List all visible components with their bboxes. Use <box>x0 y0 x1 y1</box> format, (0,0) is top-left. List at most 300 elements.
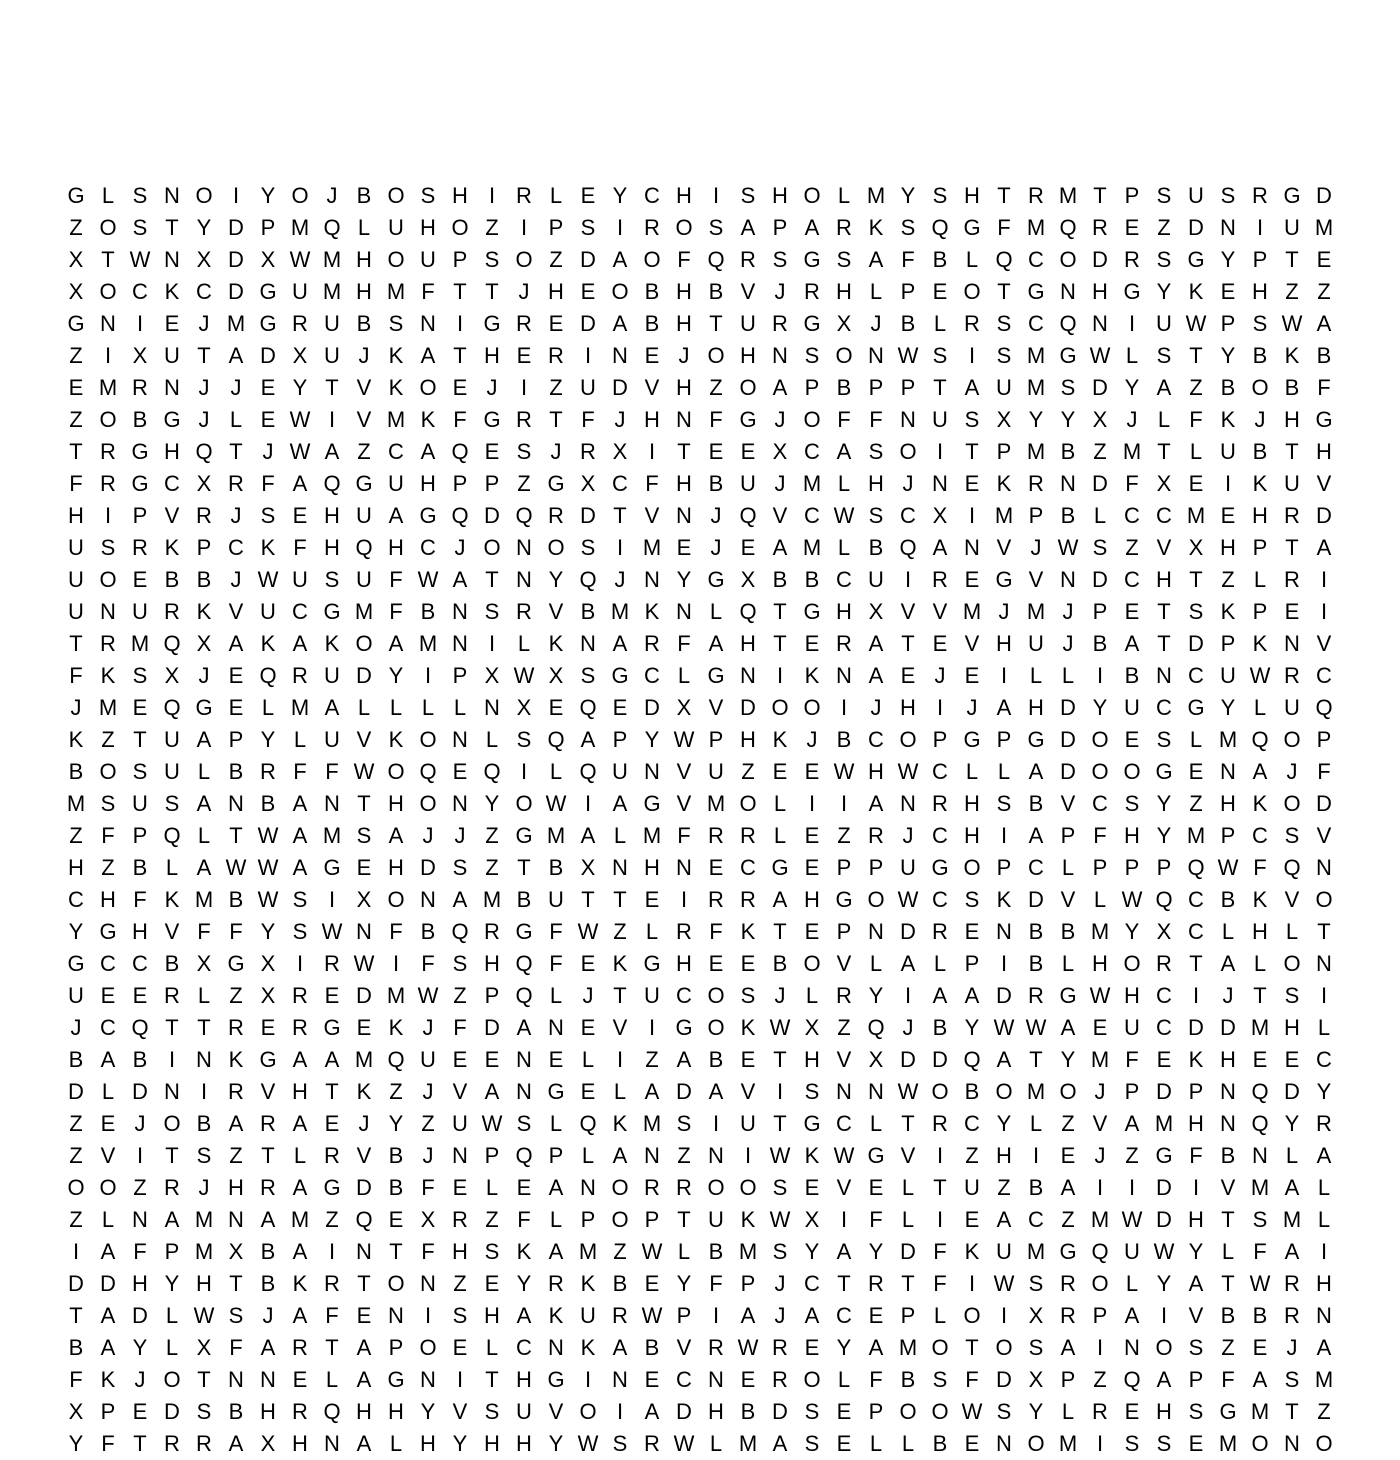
letter-cell[interactable]: L <box>1061 951 1075 976</box>
letter-cell[interactable]: I <box>968 503 976 528</box>
letter-cell[interactable]: K <box>804 1143 820 1168</box>
letter-cell[interactable]: P <box>964 951 980 976</box>
letter-cell[interactable]: D <box>228 279 244 304</box>
letter-cell[interactable]: V <box>1316 471 1332 496</box>
letter-cell[interactable]: K <box>580 1271 596 1296</box>
letter-cell[interactable]: X <box>164 663 180 688</box>
letter-cell[interactable]: H <box>420 1431 436 1456</box>
letter-cell[interactable]: A <box>644 1079 660 1104</box>
letter-cell[interactable]: E <box>612 695 628 720</box>
letter-cell[interactable]: C <box>804 1271 820 1296</box>
letter-cell[interactable]: M <box>386 407 406 432</box>
letter-cell[interactable]: L <box>1221 1239 1235 1264</box>
letter-cell[interactable]: I <box>424 1303 432 1328</box>
letter-cell[interactable]: I <box>936 1207 944 1232</box>
letter-cell[interactable]: H <box>1220 535 1236 560</box>
letter-cell[interactable]: I <box>712 183 720 208</box>
letter-cell[interactable]: K <box>1188 279 1204 304</box>
letter-cell[interactable]: I <box>296 951 304 976</box>
letter-cell[interactable]: A <box>292 631 308 656</box>
letter-cell[interactable]: I <box>712 1303 720 1328</box>
letter-cell[interactable]: O <box>419 1335 437 1360</box>
letter-cell[interactable]: T <box>165 1143 179 1168</box>
letter-cell[interactable]: N <box>516 535 532 560</box>
letter-cell[interactable]: E <box>260 407 276 432</box>
letter-cell[interactable]: A <box>452 887 468 912</box>
letter-cell[interactable]: F <box>997 215 1011 240</box>
letter-cell[interactable]: F <box>389 567 403 592</box>
letter-cell[interactable]: M <box>1026 1239 1046 1264</box>
letter-cell[interactable]: J <box>774 407 786 432</box>
letter-cell[interactable]: C <box>868 727 884 752</box>
letter-cell[interactable]: Z <box>1157 215 1171 240</box>
letter-cell[interactable]: N <box>1252 1143 1268 1168</box>
letter-cell[interactable]: F <box>901 247 915 272</box>
letter-cell[interactable]: H <box>388 1399 404 1424</box>
letter-cell[interactable]: Z <box>837 823 851 848</box>
letter-cell[interactable]: D <box>1220 1015 1236 1040</box>
letter-cell[interactable]: U <box>388 215 404 240</box>
letter-cell[interactable]: N <box>516 1047 532 1072</box>
letter-cell[interactable]: G <box>515 823 533 848</box>
letter-cell[interactable]: S <box>964 887 980 912</box>
letter-cell[interactable]: W <box>321 919 343 944</box>
letter-cell[interactable]: O <box>1155 1335 1173 1360</box>
letter-cell[interactable]: O <box>739 791 757 816</box>
letter-cell[interactable]: K <box>516 1239 532 1264</box>
letter-cell[interactable]: A <box>292 823 308 848</box>
letter-cell[interactable]: T <box>773 631 787 656</box>
letter-cell[interactable]: X <box>1156 471 1172 496</box>
letter-cell[interactable]: I <box>392 951 400 976</box>
letter-cell[interactable]: L <box>1061 1399 1075 1424</box>
letter-cell[interactable]: G <box>643 791 661 816</box>
letter-cell[interactable]: L <box>581 1047 595 1072</box>
letter-cell[interactable]: J <box>198 407 210 432</box>
letter-cell[interactable]: J <box>422 1143 434 1168</box>
letter-cell[interactable]: V <box>356 407 372 432</box>
letter-cell[interactable]: X <box>612 439 628 464</box>
letter-cell[interactable]: B <box>1252 439 1268 464</box>
letter-cell[interactable]: H <box>100 887 116 912</box>
letter-cell[interactable]: C <box>1156 1015 1172 1040</box>
letter-cell[interactable]: H <box>1124 983 1140 1008</box>
letter-cell[interactable]: P <box>1060 1367 1076 1392</box>
letter-cell[interactable]: P <box>580 1207 596 1232</box>
letter-cell[interactable]: F <box>389 919 403 944</box>
letter-cell[interactable]: B <box>612 1271 628 1296</box>
letter-cell[interactable]: H <box>1284 407 1300 432</box>
letter-cell[interactable]: R <box>612 1303 628 1328</box>
letter-cell[interactable]: G <box>67 951 85 976</box>
letter-cell[interactable]: S <box>1156 727 1172 752</box>
letter-cell[interactable]: Z <box>613 1239 627 1264</box>
letter-cell[interactable]: M <box>98 375 118 400</box>
letter-cell[interactable]: H <box>1188 1207 1204 1232</box>
letter-cell[interactable]: M <box>1026 599 1046 624</box>
letter-cell[interactable]: S <box>1220 183 1236 208</box>
letter-cell[interactable]: B <box>260 1239 276 1264</box>
letter-cell[interactable]: F <box>1317 759 1331 784</box>
letter-cell[interactable]: A <box>324 695 340 720</box>
letter-cell[interactable]: Z <box>389 1079 403 1104</box>
letter-cell[interactable]: D <box>900 1047 916 1072</box>
letter-cell[interactable]: T <box>485 279 499 304</box>
letter-cell[interactable]: K <box>388 1015 404 1040</box>
letter-cell[interactable]: L <box>933 951 947 976</box>
letter-cell[interactable]: A <box>1060 1175 1076 1200</box>
letter-cell[interactable]: S <box>484 599 500 624</box>
letter-cell[interactable]: E <box>1124 1399 1140 1424</box>
letter-cell[interactable]: G <box>739 407 757 432</box>
letter-cell[interactable]: H <box>484 343 500 368</box>
letter-cell[interactable]: A <box>772 1431 788 1456</box>
letter-cell[interactable]: M <box>290 695 310 720</box>
letter-cell[interactable]: P <box>228 727 244 752</box>
letter-cell[interactable]: F <box>869 1367 883 1392</box>
letter-cell[interactable]: I <box>1096 1335 1104 1360</box>
letter-cell[interactable]: H <box>388 791 404 816</box>
letter-cell[interactable]: J <box>1286 1335 1298 1360</box>
letter-cell[interactable]: C <box>836 1111 852 1136</box>
letter-cell[interactable]: G <box>227 951 245 976</box>
letter-cell[interactable]: W <box>641 1303 663 1328</box>
letter-cell[interactable]: R <box>932 1111 948 1136</box>
letter-cell[interactable]: A <box>708 631 724 656</box>
letter-cell[interactable]: L <box>709 599 723 624</box>
letter-cell[interactable]: Z <box>1061 1111 1075 1136</box>
letter-cell[interactable]: H <box>804 1047 820 1072</box>
letter-cell[interactable]: E <box>548 1047 564 1072</box>
letter-cell[interactable]: K <box>740 919 756 944</box>
letter-cell[interactable]: E <box>516 343 532 368</box>
letter-cell[interactable]: B <box>1220 1303 1236 1328</box>
letter-cell[interactable]: K <box>548 1303 564 1328</box>
letter-cell[interactable]: P <box>1028 503 1044 528</box>
letter-cell[interactable]: G <box>963 215 981 240</box>
letter-cell[interactable]: I <box>968 1271 976 1296</box>
letter-cell[interactable]: E <box>1156 1047 1172 1072</box>
letter-cell[interactable]: G <box>67 311 85 336</box>
letter-cell[interactable]: V <box>1220 1175 1236 1200</box>
letter-cell[interactable]: L <box>965 247 979 272</box>
letter-cell[interactable]: V <box>932 599 948 624</box>
letter-cell[interactable]: W <box>481 1111 503 1136</box>
letter-cell[interactable]: L <box>1029 1111 1043 1136</box>
letter-cell[interactable]: B <box>1028 791 1044 816</box>
letter-cell[interactable]: H <box>1252 279 1268 304</box>
letter-cell[interactable]: N <box>100 599 116 624</box>
letter-cell[interactable]: A <box>804 215 820 240</box>
letter-cell[interactable]: P <box>900 375 916 400</box>
letter-cell[interactable]: B <box>1124 663 1140 688</box>
letter-cell[interactable]: D <box>676 1079 692 1104</box>
letter-cell[interactable]: F <box>389 599 403 624</box>
letter-cell[interactable]: S <box>1156 247 1172 272</box>
letter-cell[interactable]: W <box>417 567 439 592</box>
letter-cell[interactable]: A <box>1060 1015 1076 1040</box>
letter-cell[interactable]: N <box>1220 215 1236 240</box>
letter-cell[interactable]: J <box>326 183 338 208</box>
letter-cell[interactable]: R <box>164 599 180 624</box>
letter-cell[interactable]: O <box>355 631 373 656</box>
letter-cell[interactable]: A <box>292 1047 308 1072</box>
letter-cell[interactable]: R <box>772 311 788 336</box>
letter-cell[interactable]: B <box>68 1047 84 1072</box>
letter-cell[interactable]: T <box>229 439 243 464</box>
letter-cell[interactable]: C <box>612 471 628 496</box>
letter-cell[interactable]: A <box>420 439 436 464</box>
letter-cell[interactable]: U <box>132 599 148 624</box>
letter-cell[interactable]: F <box>869 1207 883 1232</box>
letter-cell[interactable]: M <box>1026 375 1046 400</box>
letter-cell[interactable]: W <box>289 439 311 464</box>
letter-cell[interactable]: C <box>100 951 116 976</box>
letter-cell[interactable]: C <box>132 279 148 304</box>
letter-cell[interactable]: N <box>228 1367 244 1392</box>
letter-cell[interactable]: T <box>773 599 787 624</box>
letter-cell[interactable]: I <box>584 1367 592 1392</box>
letter-cell[interactable]: U <box>868 567 884 592</box>
letter-cell[interactable]: R <box>868 1271 884 1296</box>
letter-cell[interactable]: M <box>1314 215 1334 240</box>
letter-cell[interactable]: Y <box>484 791 500 816</box>
letter-cell[interactable]: S <box>324 567 340 592</box>
letter-cell[interactable]: N <box>324 791 340 816</box>
letter-cell[interactable]: I <box>776 1079 784 1104</box>
letter-cell[interactable]: K <box>1220 407 1236 432</box>
letter-cell[interactable]: M <box>386 983 406 1008</box>
letter-cell[interactable]: R <box>740 887 756 912</box>
letter-cell[interactable]: D <box>1092 471 1108 496</box>
letter-cell[interactable]: Q <box>1187 855 1205 880</box>
letter-cell[interactable]: M <box>1058 183 1078 208</box>
letter-cell[interactable]: T <box>933 1175 947 1200</box>
letter-cell[interactable]: G <box>99 919 117 944</box>
letter-cell[interactable]: F <box>1317 375 1331 400</box>
letter-cell[interactable]: I <box>616 535 624 560</box>
letter-cell[interactable]: Z <box>485 215 499 240</box>
letter-cell[interactable]: T <box>165 215 179 240</box>
letter-cell[interactable]: I <box>328 1239 336 1264</box>
letter-cell[interactable]: M <box>802 535 822 560</box>
letter-cell[interactable]: H <box>452 183 468 208</box>
letter-cell[interactable]: O <box>643 247 661 272</box>
letter-cell[interactable]: E <box>548 311 564 336</box>
letter-cell[interactable]: Z <box>485 823 499 848</box>
letter-cell[interactable]: L <box>1061 663 1075 688</box>
letter-cell[interactable]: J <box>902 471 914 496</box>
letter-cell[interactable]: A <box>388 823 404 848</box>
letter-cell[interactable]: S <box>1252 311 1268 336</box>
letter-cell[interactable]: F <box>1125 471 1139 496</box>
letter-cell[interactable]: O <box>739 1175 757 1200</box>
letter-cell[interactable]: S <box>996 311 1012 336</box>
letter-cell[interactable]: K <box>580 1335 596 1360</box>
letter-cell[interactable]: K <box>996 471 1012 496</box>
letter-cell[interactable]: H <box>996 631 1012 656</box>
letter-cell[interactable]: A <box>836 1239 852 1264</box>
letter-cell[interactable]: L <box>549 983 563 1008</box>
letter-cell[interactable]: J <box>614 567 626 592</box>
letter-cell[interactable]: T <box>613 503 627 528</box>
letter-cell[interactable]: A <box>580 727 596 752</box>
letter-cell[interactable]: I <box>328 887 336 912</box>
letter-cell[interactable]: M <box>322 823 342 848</box>
letter-cell[interactable]: K <box>324 631 340 656</box>
letter-cell[interactable]: W <box>289 407 311 432</box>
letter-cell[interactable]: R <box>260 759 276 784</box>
letter-cell[interactable]: Z <box>645 1047 659 1072</box>
letter-cell[interactable]: N <box>420 1367 436 1392</box>
letter-cell[interactable]: B <box>1252 343 1268 368</box>
letter-cell[interactable]: B <box>836 727 852 752</box>
letter-cell[interactable]: O <box>387 759 405 784</box>
letter-cell[interactable]: S <box>1156 1431 1172 1456</box>
letter-cell[interactable]: U <box>580 375 596 400</box>
letter-cell[interactable]: W <box>545 791 567 816</box>
letter-cell[interactable]: H <box>132 1271 148 1296</box>
letter-cell[interactable]: Y <box>68 1431 84 1456</box>
letter-cell[interactable]: B <box>868 535 884 560</box>
letter-cell[interactable]: P <box>900 279 916 304</box>
letter-cell[interactable]: D <box>1092 375 1108 400</box>
letter-cell[interactable]: H <box>164 439 180 464</box>
letter-cell[interactable]: A <box>388 503 404 528</box>
letter-cell[interactable]: U <box>740 471 756 496</box>
letter-cell[interactable]: D <box>740 695 756 720</box>
letter-cell[interactable]: B <box>740 1399 756 1424</box>
letter-cell[interactable]: M <box>1282 1207 1302 1232</box>
letter-cell[interactable]: A <box>644 1399 660 1424</box>
letter-cell[interactable]: E <box>804 759 820 784</box>
letter-cell[interactable]: Z <box>453 983 467 1008</box>
letter-cell[interactable]: I <box>1128 311 1136 336</box>
letter-cell[interactable]: E <box>804 1175 820 1200</box>
letter-cell[interactable]: L <box>965 759 979 784</box>
letter-cell[interactable]: N <box>164 183 180 208</box>
letter-cell[interactable]: M <box>738 1239 758 1264</box>
letter-cell[interactable]: P <box>900 1303 916 1328</box>
letter-cell[interactable]: D <box>1060 695 1076 720</box>
letter-cell[interactable]: J <box>198 375 210 400</box>
letter-cell[interactable]: Y <box>164 1271 180 1296</box>
letter-cell[interactable]: H <box>484 1303 500 1328</box>
letter-cell[interactable]: L <box>101 183 115 208</box>
letter-cell[interactable]: B <box>932 1015 948 1040</box>
letter-cell[interactable]: F <box>421 279 435 304</box>
letter-cell[interactable]: T <box>325 1335 339 1360</box>
letter-cell[interactable]: L <box>1317 1015 1331 1040</box>
letter-cell[interactable]: R <box>644 215 660 240</box>
letter-cell[interactable]: G <box>547 1367 565 1392</box>
letter-cell[interactable]: U <box>644 983 660 1008</box>
letter-cell[interactable]: R <box>644 631 660 656</box>
letter-cell[interactable]: E <box>292 1367 308 1392</box>
letter-cell[interactable]: Y <box>548 567 564 592</box>
letter-cell[interactable]: W <box>833 503 855 528</box>
letter-cell[interactable]: M <box>130 631 150 656</box>
letter-cell[interactable]: J <box>614 407 626 432</box>
letter-cell[interactable]: J <box>870 695 882 720</box>
letter-cell[interactable]: P <box>100 1399 116 1424</box>
letter-cell[interactable]: F <box>421 1175 435 1200</box>
letter-cell[interactable]: I <box>1320 567 1328 592</box>
letter-cell[interactable]: A <box>612 247 628 272</box>
letter-cell[interactable]: F <box>1189 407 1203 432</box>
letter-cell[interactable]: N <box>1220 759 1236 784</box>
letter-cell[interactable]: X <box>260 247 276 272</box>
letter-cell[interactable]: E <box>580 951 596 976</box>
letter-cell[interactable]: E <box>740 535 756 560</box>
letter-cell[interactable]: A <box>196 727 212 752</box>
letter-cell[interactable]: O <box>867 887 885 912</box>
letter-cell[interactable]: M <box>1090 1207 1110 1232</box>
letter-cell[interactable]: O <box>1315 1431 1333 1456</box>
letter-cell[interactable]: N <box>612 1367 628 1392</box>
letter-cell[interactable]: R <box>1028 471 1044 496</box>
letter-cell[interactable]: X <box>260 983 276 1008</box>
letter-cell[interactable]: O <box>387 1271 405 1296</box>
letter-cell[interactable]: B <box>132 407 148 432</box>
letter-cell[interactable]: O <box>899 727 917 752</box>
letter-cell[interactable]: Z <box>517 471 531 496</box>
letter-cell[interactable]: K <box>1252 887 1268 912</box>
letter-cell[interactable]: G <box>835 887 853 912</box>
letter-cell[interactable]: H <box>196 1271 212 1296</box>
letter-cell[interactable]: O <box>419 727 437 752</box>
letter-cell[interactable]: W <box>1121 1207 1143 1232</box>
letter-cell[interactable]: Q <box>931 215 949 240</box>
letter-cell[interactable]: V <box>164 919 180 944</box>
letter-cell[interactable]: W <box>769 1015 791 1040</box>
letter-cell[interactable]: W <box>1057 535 1079 560</box>
letter-cell[interactable]: R <box>196 1431 212 1456</box>
letter-cell[interactable]: B <box>1316 343 1332 368</box>
letter-cell[interactable]: V <box>836 951 852 976</box>
letter-cell[interactable]: N <box>324 1431 340 1456</box>
letter-cell[interactable]: G <box>1027 279 1045 304</box>
letter-cell[interactable]: E <box>900 663 916 688</box>
letter-cell[interactable]: H <box>228 1175 244 1200</box>
letter-cell[interactable]: K <box>964 1239 980 1264</box>
letter-cell[interactable]: R <box>260 1175 276 1200</box>
letter-cell[interactable]: H <box>1252 503 1268 528</box>
letter-cell[interactable]: R <box>292 663 308 688</box>
letter-cell[interactable]: K <box>100 1367 116 1392</box>
letter-cell[interactable]: I <box>904 983 912 1008</box>
letter-cell[interactable]: Z <box>421 1111 435 1136</box>
letter-cell[interactable]: H <box>68 503 84 528</box>
letter-cell[interactable]: B <box>164 951 180 976</box>
letter-cell[interactable]: Z <box>1189 375 1203 400</box>
letter-cell[interactable]: P <box>996 727 1012 752</box>
letter-cell[interactable]: A <box>356 1431 372 1456</box>
letter-cell[interactable]: K <box>388 343 404 368</box>
letter-cell[interactable]: D <box>1060 759 1076 784</box>
letter-cell[interactable]: S <box>452 855 468 880</box>
letter-cell[interactable]: Q <box>547 727 565 752</box>
letter-cell[interactable]: L <box>517 631 531 656</box>
letter-cell[interactable]: U <box>356 503 372 528</box>
letter-cell[interactable]: O <box>931 1079 949 1104</box>
letter-cell[interactable]: R <box>932 567 948 592</box>
letter-cell[interactable]: A <box>1316 311 1332 336</box>
letter-cell[interactable]: G <box>259 311 277 336</box>
letter-cell[interactable]: K <box>804 663 820 688</box>
letter-cell[interactable]: V <box>836 1175 852 1200</box>
letter-cell[interactable]: A <box>420 343 436 368</box>
